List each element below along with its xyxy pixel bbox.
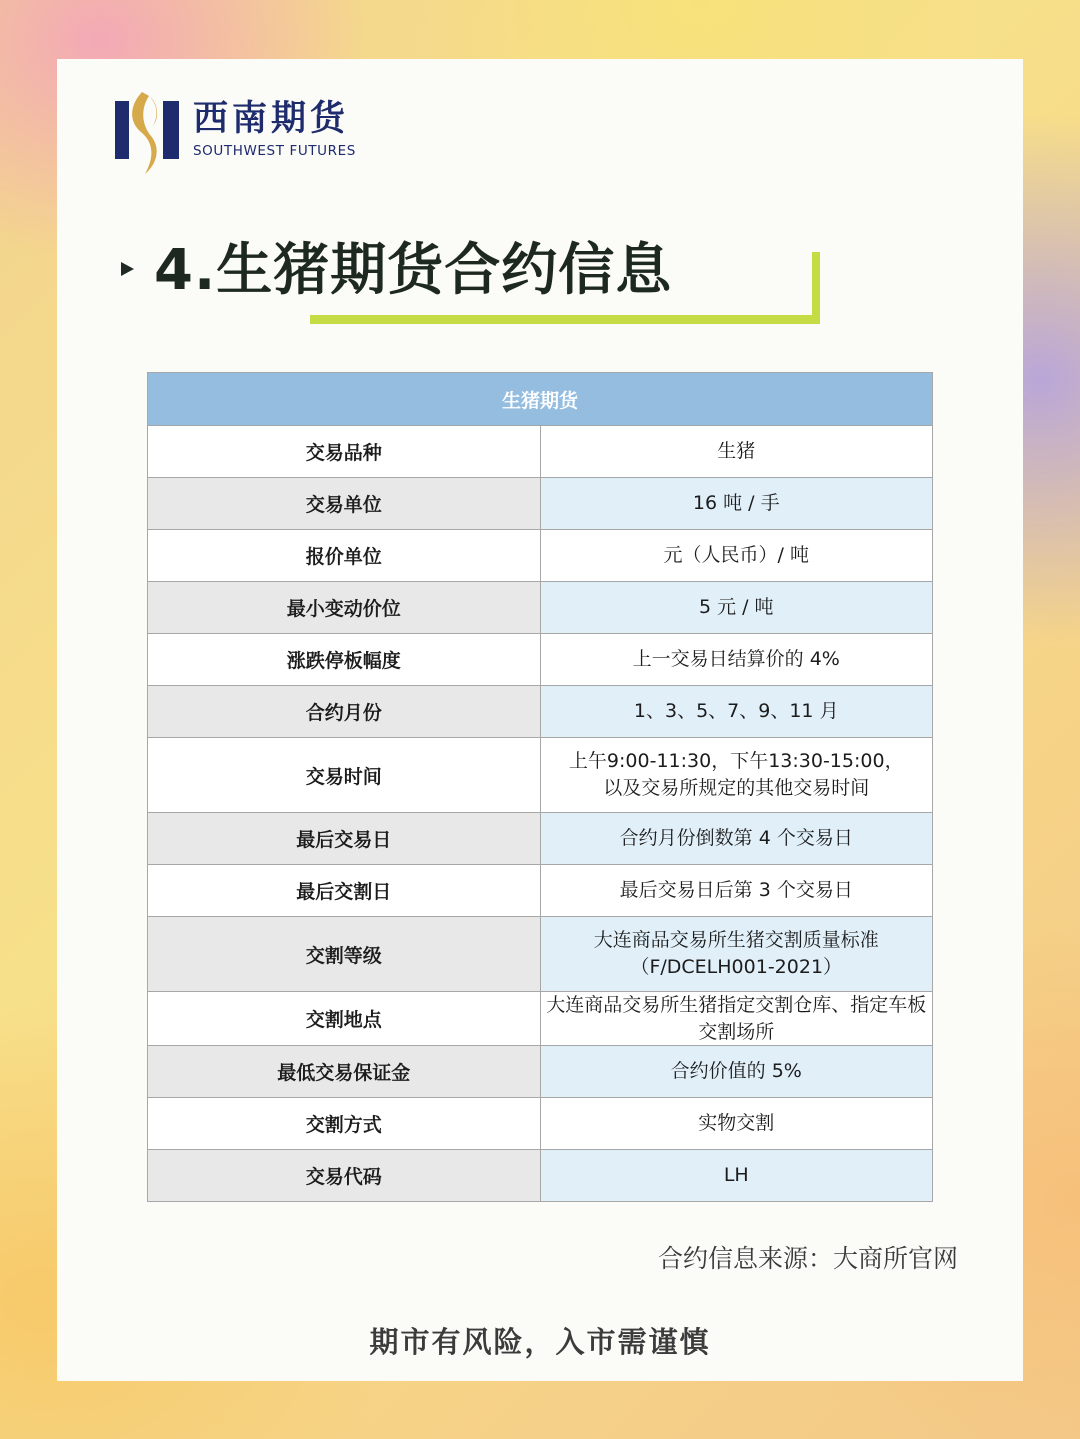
heading-underline xyxy=(310,315,820,324)
table-row xyxy=(148,530,933,582)
row-label: 交易品种 xyxy=(148,426,541,478)
table-row xyxy=(148,1046,933,1098)
brand-logo xyxy=(115,92,375,174)
table-row xyxy=(148,1150,933,1202)
content-card xyxy=(57,59,1023,1381)
row-label: 报价单位 xyxy=(148,530,541,582)
brand-name-en: SOUTHWEST FUTURES xyxy=(193,143,356,159)
row-value: 生猪 xyxy=(540,426,933,478)
row-label: 交易代码 xyxy=(148,1150,541,1202)
row-label: 交易时间 xyxy=(148,738,541,813)
row-value-line-2: 以及交易所规定的其他交易时间 xyxy=(603,777,870,799)
table-row xyxy=(148,478,933,530)
table-row xyxy=(148,813,933,865)
row-label: 最小变动价位 xyxy=(148,582,541,634)
row-label: 涨跌停板幅度 xyxy=(148,634,541,686)
table-row xyxy=(148,992,933,1046)
source-note: 合约信息来源：大商所官网 xyxy=(657,1244,958,1273)
row-label: 交易单位 xyxy=(148,478,541,530)
row-value: 元（人民币）/ 吨 xyxy=(540,530,933,582)
row-value: 最后交易日后第 3 个交易日 xyxy=(540,865,933,917)
row-label: 最后交割日 xyxy=(148,865,541,917)
row-label: 交割方式 xyxy=(148,1098,541,1150)
play-triangle-icon xyxy=(121,262,134,276)
row-value-line-1: 上午9:00-11:30，下午13:30-15:00， xyxy=(568,750,904,773)
risk-warning: 期市有风险，入市需谨慎 xyxy=(369,1325,711,1359)
row-label: 最后交易日 xyxy=(148,813,541,865)
table-header: 生猪期货 xyxy=(148,373,933,426)
table-row xyxy=(148,426,933,478)
row-value: 16 吨 / 手 xyxy=(540,478,933,530)
page-title: 4.生猪期货合约信息 xyxy=(154,238,673,303)
row-value: 5 元 / 吨 xyxy=(540,582,933,634)
row-label: 合约月份 xyxy=(148,686,541,738)
row-label: 交割地点 xyxy=(148,992,541,1046)
table-row xyxy=(148,686,933,738)
row-label: 最低交易保证金 xyxy=(148,1046,541,1098)
table-row xyxy=(148,917,933,992)
table-row xyxy=(148,582,933,634)
row-label: 交割等级 xyxy=(148,917,541,992)
row-value: 合约月份倒数第 4 个交易日 xyxy=(540,813,933,865)
row-value: 上一交易日结算价的 4% xyxy=(540,634,933,686)
brand-name-cn: 西南期货 xyxy=(193,99,350,139)
row-value: 大连商品交易所生猪交割质量标准（F/DCELH001-2021） xyxy=(540,917,933,992)
row-value: 实物交割 xyxy=(540,1098,933,1150)
row-value: 合约价值的 5% xyxy=(540,1046,933,1098)
row-value: 大连商品交易所生猪指定交割仓库、指定车板交割场所 xyxy=(540,992,933,1046)
row-value: 1、3、5、7、9、11 月 xyxy=(540,686,933,738)
row-value: LH xyxy=(540,1150,933,1202)
table-row xyxy=(148,738,933,813)
table-row xyxy=(148,1098,933,1150)
heading-bracket xyxy=(812,252,820,324)
contract-info-table xyxy=(147,372,933,1202)
section-heading xyxy=(117,234,777,329)
table-row xyxy=(148,865,933,917)
table-row xyxy=(148,634,933,686)
row-value xyxy=(540,738,933,813)
southwest-futures-logo-icon xyxy=(115,92,181,174)
